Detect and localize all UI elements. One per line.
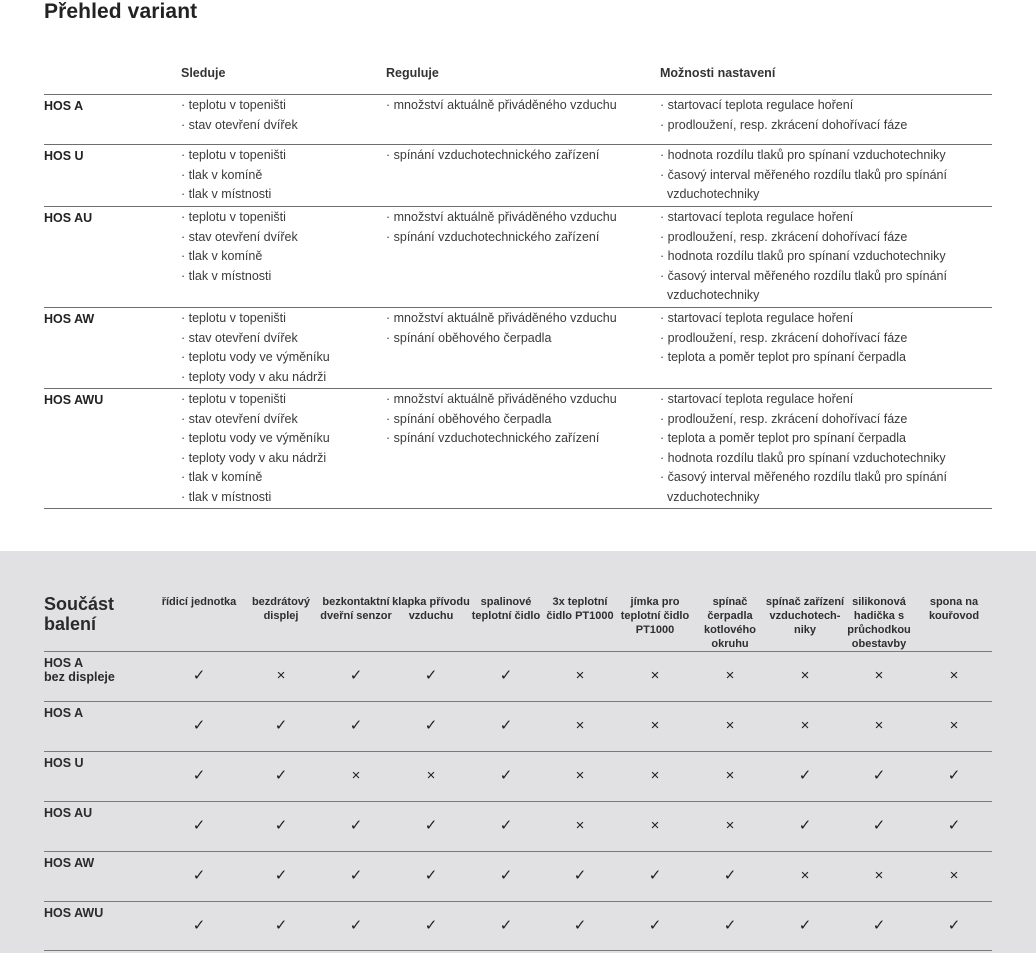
list-item: · spínání vzduchotechnického zařízení bbox=[386, 148, 600, 162]
cross-icon: × bbox=[650, 667, 660, 684]
column-header: jímka pro teplotní čidlo PT1000 bbox=[620, 596, 690, 636]
check-icon: ✓ bbox=[723, 917, 737, 934]
row-divider bbox=[44, 94, 992, 95]
check-icon: ✓ bbox=[872, 817, 886, 834]
list-item: · teplotu v topeništi bbox=[181, 210, 286, 224]
row-name-line: bez displeje bbox=[44, 670, 115, 684]
column-header: 3x teplotní čidlo PT1000 bbox=[546, 596, 614, 622]
list-item: · stav otevření dvířek bbox=[181, 229, 298, 244]
list-item: · množství aktuálně přiváděného vzduchu bbox=[386, 311, 617, 325]
cross-icon: × bbox=[874, 867, 884, 884]
settings-list bbox=[660, 208, 960, 306]
header-regulates: Reguluje bbox=[386, 66, 439, 80]
variant-name: HOS A bbox=[44, 99, 84, 113]
cross-icon: × bbox=[426, 767, 436, 784]
list-item: · teplota a poměr teplot pro spínaní čerpadla bbox=[660, 350, 906, 364]
column-header: spona na kouřovod bbox=[928, 596, 980, 622]
check-icon: ✓ bbox=[349, 717, 363, 734]
list-item: · teplotu v topeništi bbox=[181, 392, 286, 406]
variant-name: HOS AU bbox=[44, 211, 93, 225]
cross-icon: × bbox=[725, 717, 735, 734]
check-icon: ✓ bbox=[424, 867, 438, 884]
row-divider bbox=[44, 651, 992, 652]
list-item: · stav otevření dvířek bbox=[181, 411, 298, 426]
row-divider bbox=[44, 206, 992, 207]
row-name-line: HOS AU bbox=[44, 806, 93, 820]
row-divider bbox=[44, 144, 992, 145]
variant-name: HOS AWU bbox=[44, 393, 104, 407]
settings-list bbox=[660, 309, 960, 368]
variant-name: HOS U bbox=[44, 149, 84, 163]
check-icon: ✓ bbox=[947, 917, 961, 934]
package-title bbox=[44, 594, 114, 634]
check-icon: ✓ bbox=[424, 817, 438, 834]
row-name-line: HOS A bbox=[44, 656, 84, 670]
check-icon: ✓ bbox=[573, 917, 587, 934]
row-name-line: HOS AWU bbox=[44, 906, 104, 920]
list-item: · tlak v komíně bbox=[181, 470, 263, 484]
check-icon: ✓ bbox=[499, 817, 513, 834]
cross-icon: × bbox=[650, 767, 660, 784]
cross-icon: × bbox=[800, 717, 810, 734]
row-name-line: HOS U bbox=[44, 756, 84, 770]
check-icon: ✓ bbox=[573, 867, 587, 884]
row-divider bbox=[44, 508, 992, 509]
list-item: · tlak v místnosti bbox=[181, 489, 272, 504]
check-icon: ✓ bbox=[798, 917, 812, 934]
column-header: spalinové teplotní čidlo bbox=[471, 596, 541, 622]
page-title: Přehled variant bbox=[44, 0, 198, 23]
package-row-name bbox=[44, 656, 115, 684]
cross-icon: × bbox=[800, 667, 810, 684]
list-item: · startovací teplota regulace hoření bbox=[660, 210, 854, 224]
regulates-list bbox=[386, 96, 617, 116]
package-row-name bbox=[44, 806, 92, 820]
list-item: · spínání vzduchotechnického zařízení bbox=[386, 431, 600, 445]
check-icon: ✓ bbox=[499, 917, 513, 934]
row-divider bbox=[44, 388, 992, 389]
column-header: spínač čerpadla kotlového okruhu bbox=[704, 596, 756, 650]
check-icon: ✓ bbox=[192, 817, 206, 834]
check-icon: ✓ bbox=[499, 717, 513, 734]
cross-icon: × bbox=[575, 817, 585, 834]
check-icon: ✓ bbox=[192, 767, 206, 784]
cross-icon: × bbox=[351, 767, 361, 784]
cross-icon: × bbox=[725, 817, 735, 834]
list-item: · teplotu vody ve výměníku bbox=[181, 350, 330, 364]
list-item: · množství aktuálně přiváděného vzduchu bbox=[386, 98, 617, 112]
check-icon: ✓ bbox=[499, 767, 513, 784]
column-header: řídicí jednotka bbox=[161, 596, 237, 608]
cross-icon: × bbox=[874, 667, 884, 684]
list-item: · stav otevření dvířek bbox=[181, 330, 298, 345]
check-icon: ✓ bbox=[872, 767, 886, 784]
regulates-list bbox=[386, 390, 617, 449]
package-row-name bbox=[44, 856, 94, 870]
settings-list bbox=[660, 146, 960, 205]
monitors-list bbox=[181, 146, 286, 205]
regulates-list bbox=[386, 309, 617, 348]
check-icon: ✓ bbox=[798, 817, 812, 834]
header-settings: Možnosti nastavení bbox=[660, 66, 776, 80]
list-item: · množství aktuálně přiváděného vzduchu bbox=[386, 210, 617, 224]
cross-icon: × bbox=[949, 667, 959, 684]
column-header: spínač zařízení vzduchotech-niky bbox=[765, 596, 845, 636]
row-divider bbox=[44, 950, 992, 951]
package-title-line: balení bbox=[44, 614, 97, 634]
check-icon: ✓ bbox=[723, 867, 737, 884]
column-header: silikonová hadička s průchodkou obestavby bbox=[847, 596, 911, 650]
list-item: · teplotu vody ve výměníku bbox=[181, 431, 330, 445]
list-item: · teploty vody v aku nádrži bbox=[181, 450, 327, 465]
package-row-name bbox=[44, 756, 84, 770]
check-icon: ✓ bbox=[499, 667, 513, 684]
list-item: · teplotu v topeništi bbox=[181, 148, 286, 162]
cross-icon: × bbox=[650, 717, 660, 734]
check-icon: ✓ bbox=[192, 917, 206, 934]
list-item: · startovací teplota regulace hoření bbox=[660, 311, 854, 325]
row-name-line: HOS AW bbox=[44, 856, 95, 870]
column-header: bezdrátový displej bbox=[251, 596, 311, 622]
list-item: · teplotu v topeništi bbox=[181, 311, 286, 325]
monitors-list bbox=[181, 390, 330, 507]
row-divider bbox=[44, 307, 992, 308]
list-item: · prodloužení, resp. zkrácení dohořívací fáze bbox=[660, 229, 908, 244]
check-icon: ✓ bbox=[192, 667, 206, 684]
check-icon: ✓ bbox=[349, 867, 363, 884]
settings-list bbox=[660, 96, 960, 135]
list-item: · hodnota rozdílu tlaků pro spínaní vzduchotechniky bbox=[660, 148, 946, 162]
check-icon: ✓ bbox=[424, 917, 438, 934]
list-item: · stav otevření dvířek bbox=[181, 117, 298, 132]
list-item: · teplotu v topeništi bbox=[181, 98, 286, 112]
list-item: · teploty vody v aku nádrži bbox=[181, 369, 327, 384]
cross-icon: × bbox=[874, 717, 884, 734]
list-item: · časový interval měřeného rozdílu tlaků pro spínání vzduchotechniky bbox=[660, 167, 947, 201]
check-icon: ✓ bbox=[499, 867, 513, 884]
package-row-name bbox=[44, 906, 103, 920]
check-icon: ✓ bbox=[424, 717, 438, 734]
row-divider bbox=[44, 751, 992, 752]
row-name-line: HOS A bbox=[44, 706, 84, 720]
cross-icon: × bbox=[725, 667, 735, 684]
list-item: · časový interval měřeného rozdílu tlaků pro spínání vzduchotechniky bbox=[660, 470, 947, 504]
row-divider bbox=[44, 851, 992, 852]
cross-icon: × bbox=[800, 867, 810, 884]
check-icon: ✓ bbox=[274, 767, 288, 784]
list-item: · startovací teplota regulace hoření bbox=[660, 392, 854, 406]
monitors-list bbox=[181, 208, 298, 286]
monitors-list bbox=[181, 96, 298, 135]
list-item: · množství aktuálně přiváděného vzduchu bbox=[386, 392, 617, 406]
list-item: · prodloužení, resp. zkrácení dohořívací fáze bbox=[660, 411, 908, 426]
list-item: · spínání oběhového čerpadla bbox=[386, 411, 552, 426]
cross-icon: × bbox=[650, 817, 660, 834]
cross-icon: × bbox=[949, 717, 959, 734]
list-item: · hodnota rozdílu tlaků pro spínaní vzduchotechniky bbox=[660, 249, 946, 263]
check-icon: ✓ bbox=[192, 867, 206, 884]
list-item: · tlak v místnosti bbox=[181, 268, 272, 283]
check-icon: ✓ bbox=[274, 717, 288, 734]
check-icon: ✓ bbox=[349, 817, 363, 834]
regulates-list bbox=[386, 146, 599, 166]
regulates-list bbox=[386, 208, 617, 247]
list-item: · hodnota rozdílu tlaků pro spínaní vzduchotechniky bbox=[660, 450, 946, 465]
row-divider bbox=[44, 801, 992, 802]
list-item: · spínání oběhového čerpadla bbox=[386, 330, 552, 345]
package-contents-section bbox=[0, 551, 1036, 953]
list-item: · teplota a poměr teplot pro spínaní čerpadla bbox=[660, 431, 906, 445]
list-item: · tlak v komíně bbox=[181, 249, 263, 263]
list-item: · startovací teplota regulace hoření bbox=[660, 98, 854, 112]
list-item: · spínání vzduchotechnického zařízení bbox=[386, 229, 600, 244]
cross-icon: × bbox=[725, 767, 735, 784]
check-icon: ✓ bbox=[349, 917, 363, 934]
list-item: · prodloužení, resp. zkrácení dohořívací fáze bbox=[660, 117, 908, 132]
list-item: · prodloužení, resp. zkrácení dohořívací fáze bbox=[660, 330, 908, 345]
monitors-list bbox=[181, 309, 330, 387]
check-icon: ✓ bbox=[947, 767, 961, 784]
check-icon: ✓ bbox=[274, 817, 288, 834]
check-icon: ✓ bbox=[274, 867, 288, 884]
check-icon: ✓ bbox=[947, 817, 961, 834]
cross-icon: × bbox=[575, 717, 585, 734]
cross-icon: × bbox=[949, 867, 959, 884]
check-icon: ✓ bbox=[798, 767, 812, 784]
list-item: · časový interval měřeného rozdílu tlaků pro spínání vzduchotechniky bbox=[660, 268, 947, 302]
row-divider bbox=[44, 901, 992, 902]
check-icon: ✓ bbox=[648, 917, 662, 934]
list-item: · tlak v místnosti bbox=[181, 187, 272, 201]
column-header: klapka přívodu vzduchu bbox=[392, 596, 470, 622]
row-divider bbox=[44, 701, 992, 702]
check-icon: ✓ bbox=[274, 917, 288, 934]
check-icon: ✓ bbox=[872, 917, 886, 934]
check-icon: ✓ bbox=[424, 667, 438, 684]
cross-icon: × bbox=[575, 667, 585, 684]
list-item: · tlak v komíně bbox=[181, 167, 263, 182]
package-row-name bbox=[44, 706, 83, 720]
settings-list bbox=[660, 390, 960, 507]
header-monitors: Sleduje bbox=[181, 66, 226, 80]
cross-icon: × bbox=[575, 767, 585, 784]
package-title-line: Součást bbox=[44, 594, 115, 614]
check-icon: ✓ bbox=[648, 867, 662, 884]
check-icon: ✓ bbox=[349, 667, 363, 684]
cross-icon: × bbox=[276, 667, 286, 684]
check-icon: ✓ bbox=[192, 717, 206, 734]
variant-name: HOS AW bbox=[44, 312, 95, 326]
column-header: bezkontaktní dveřní senzor bbox=[320, 596, 392, 622]
